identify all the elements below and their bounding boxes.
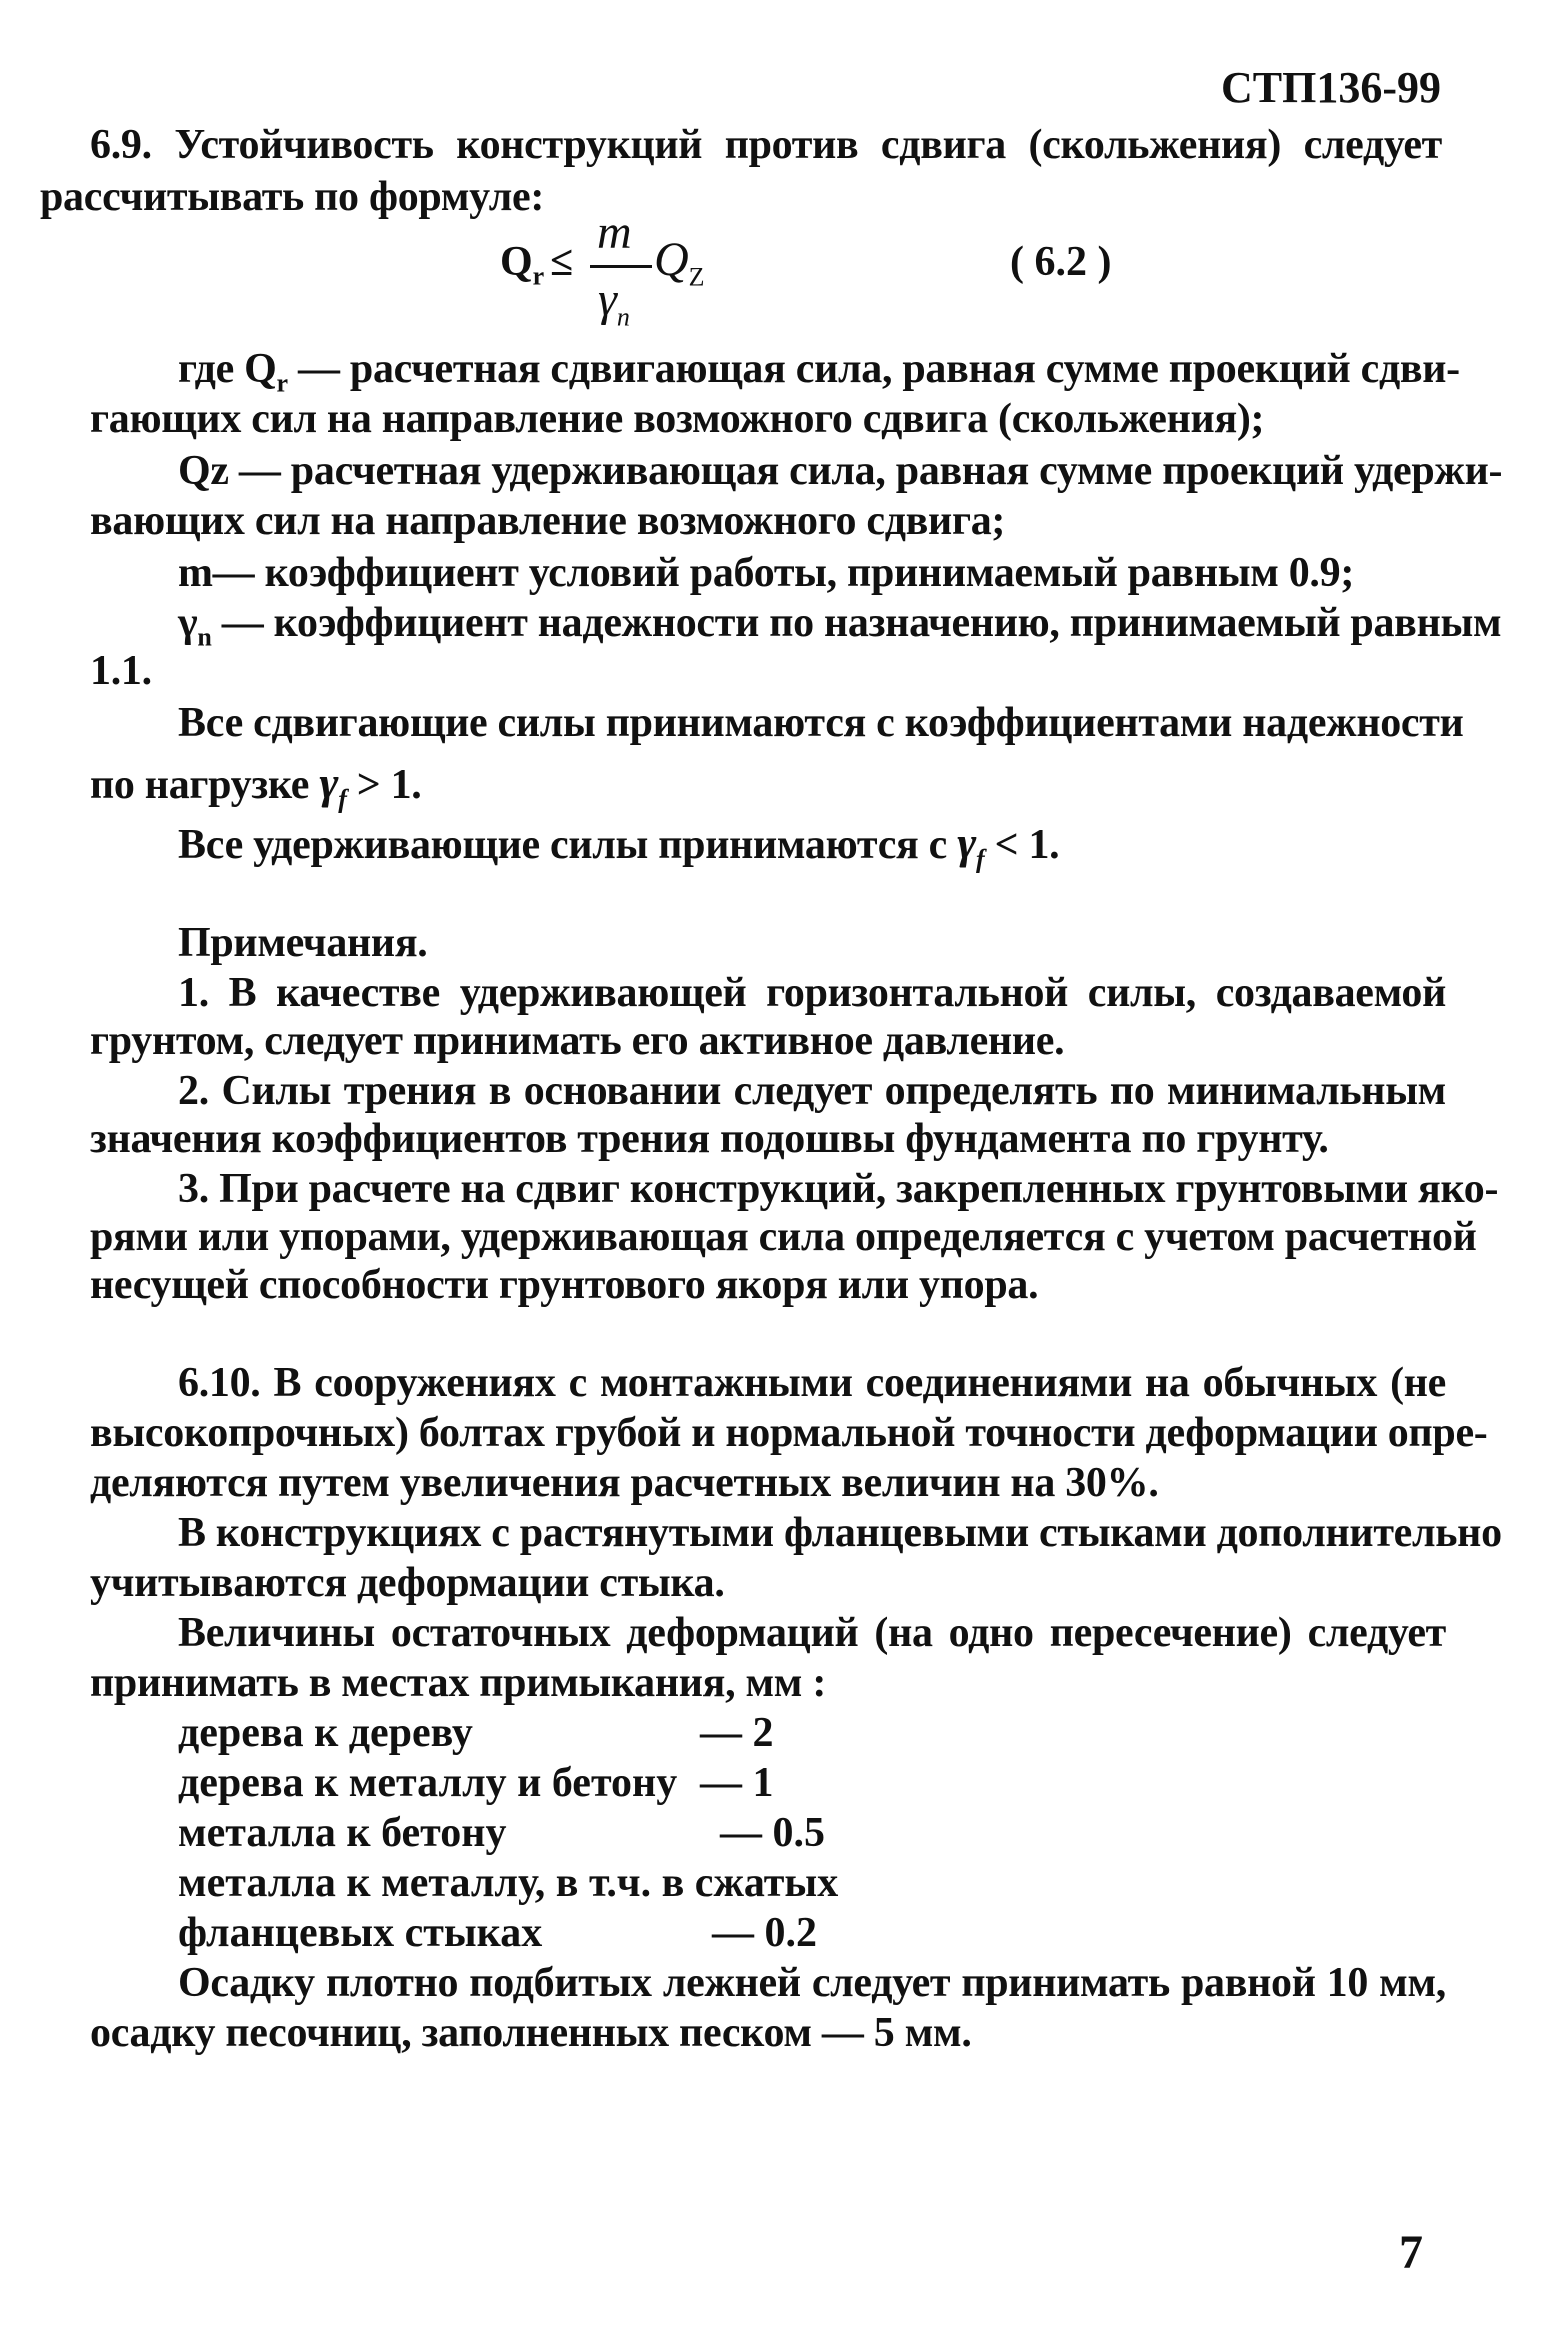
table-row-value: — 2 bbox=[700, 1710, 774, 1756]
formula-number: ( 6.2 ) bbox=[1010, 239, 1112, 285]
section-6-10-p1-line-1: 6.10. В сооружениях с монтажными соединениями на обычных (не bbox=[178, 1360, 1446, 1406]
formula-rhs: $Q_Z$ bbox=[654, 233, 705, 292]
closing-line-1: Осадку плотно подбитых лежней следует принимать равной 10 мм, bbox=[178, 1960, 1446, 2006]
shear-forces-line-2: по нагрузке $\gamma_f > 1$. bbox=[90, 757, 422, 814]
note-1-line-1: 1. В качестве удерживающей горизонтальной силы, создаваемой bbox=[178, 970, 1446, 1016]
section-6-10-p1-line-3: деляются путем увеличения расчетных величин на 30%. bbox=[90, 1460, 1159, 1506]
section-6-10-p1-line-2: высокопрочных) болтах грубой и нормальной точности деформации опре- bbox=[90, 1410, 1488, 1456]
formula-numerator: m bbox=[597, 206, 632, 259]
fraction-line bbox=[590, 265, 652, 268]
table-row-label: фланцевых стыках bbox=[178, 1910, 543, 1956]
document-code: СТП136-99 bbox=[1221, 63, 1441, 112]
note-2-line-1: 2. Силы трения в основании следует определять по минимальным bbox=[178, 1068, 1446, 1114]
section-6-10-p3-line-1: Величины остаточных деформаций (на одно пересечение) следует bbox=[178, 1610, 1446, 1656]
definition-qz-line-1: Qz — расчетная удерживающая сила, равная сумме проекций удержи- bbox=[178, 448, 1503, 494]
definition-gamma-n-line-2: 1.1. bbox=[90, 648, 152, 694]
definition-qr-line-1: где $Q_r$ — расчетная сдвигающая сила, равная сумме проекций сдви- bbox=[178, 346, 1460, 398]
definition-qz-line-2: вающих сил на направление возможного сдвига; bbox=[90, 498, 1006, 544]
section-6-10-p2-line-2: учитываются деформации стыка. bbox=[90, 1560, 725, 1606]
table-row-label: металла к металлу, в т.ч. в сжатых bbox=[178, 1860, 839, 1906]
table-row-value: — 0.5 bbox=[720, 1810, 825, 1856]
note-3-line-1: 3. При расчете на сдвиг конструкций, закрепленных грунтовыми яко- bbox=[178, 1166, 1499, 1212]
holding-forces-line: Все удерживающие силы принимаются с $\gamma_f < 1$. bbox=[178, 817, 1060, 874]
section-6-9-line-1: 6.9. Устойчивость конструкций против сдвига (скольжения) следует bbox=[90, 122, 1442, 168]
table-row-value: — 1 bbox=[700, 1760, 774, 1806]
formula-denominator: $\gamma_n$ bbox=[598, 273, 630, 332]
section-6-10-p2-line-1: В конструкциях с растянутыми фланцевыми стыками дополнительно bbox=[178, 1510, 1502, 1556]
note-3-line-3: несущей способности грунтового якоря или упора. bbox=[90, 1262, 1039, 1308]
note-3-line-2: рями или упорами, удерживающая сила определяется с учетом расчетной bbox=[90, 1214, 1477, 1260]
table-row-label: металла к бетону bbox=[178, 1810, 507, 1856]
closing-line-2: осадку песочниц, заполненных песком — 5 мм. bbox=[90, 2010, 972, 2056]
definition-m: m— коэффициент условий работы, принимаемый равным 0.9; bbox=[178, 550, 1355, 596]
section-6-9-line-2: рассчитывать по формуле: bbox=[40, 174, 545, 220]
table-row-label: дерева к металлу и бетону bbox=[178, 1760, 678, 1806]
formula-lhs: $Q_r$ bbox=[500, 239, 545, 291]
definition-gamma-n-line-1: $\gamma_n$ — коэффициент надежности по назначению, принимаемый равным bbox=[178, 600, 1502, 652]
note-1-line-2: грунтом, следует принимать его активное давление. bbox=[90, 1018, 1065, 1064]
page-number: 7 bbox=[1399, 2226, 1423, 2279]
note-2-line-2: значения коэффициентов трения подошвы фундамента по грунту. bbox=[90, 1116, 1329, 1162]
formula-relation: ≤ bbox=[550, 239, 574, 285]
table-row-label: дерева к дереву bbox=[178, 1710, 473, 1756]
definition-qr-line-2: гающих сил на направление возможного сдвига (скольжения); bbox=[90, 396, 1265, 442]
notes-heading: Примечания. bbox=[178, 920, 428, 966]
shear-forces-line-1: Все сдвигающие силы принимаются с коэффициентами надежности bbox=[178, 700, 1464, 746]
table-row-value: — 0.2 bbox=[712, 1910, 817, 1956]
section-6-10-p3-line-2: принимать в местах примыкания, мм : bbox=[90, 1660, 827, 1706]
